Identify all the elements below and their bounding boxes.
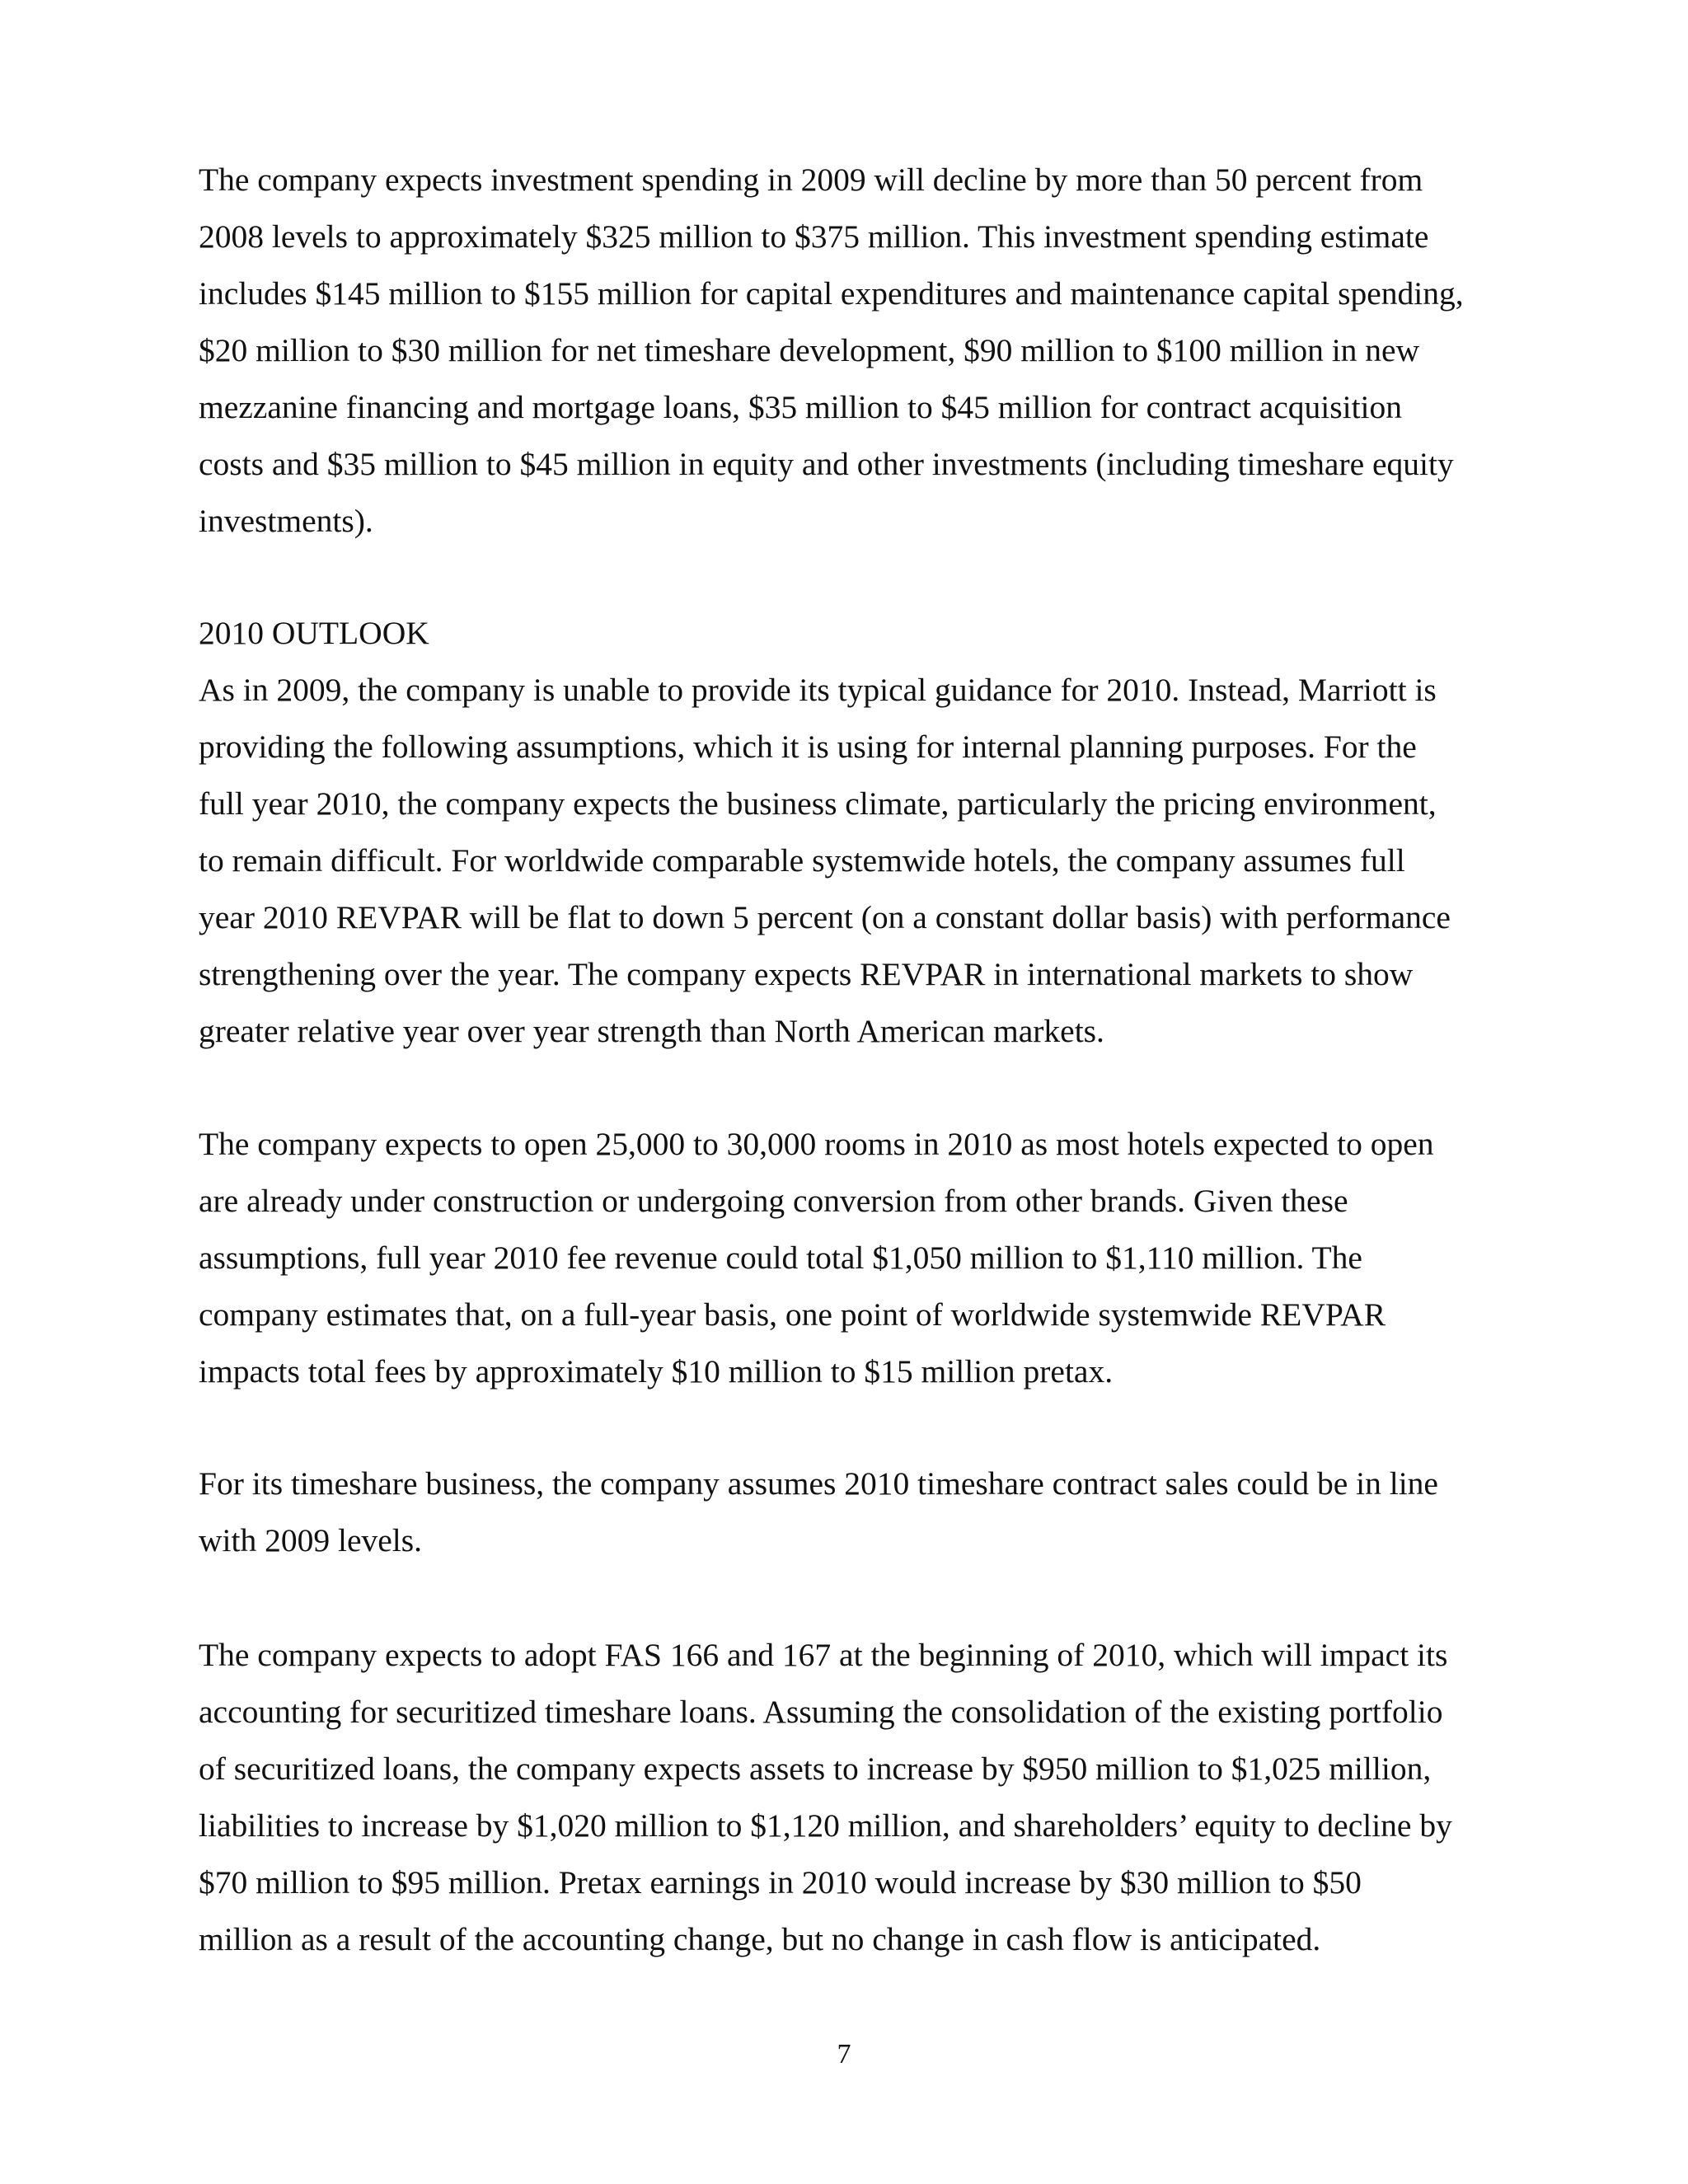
page-number: 7: [837, 2039, 851, 2069]
text-line: 2008 levels to approximately $325 million to $375 million. This investment spending estimate: [199, 218, 1429, 255]
paragraph-timeshare: [199, 1455, 1501, 1569]
text-line: costs and $35 million to $45 million in equity and other investments (including timeshare equity: [199, 446, 1454, 482]
text-line: impacts total fees by approximately $10 million to $15 million pretax.: [199, 1353, 1114, 1390]
text-line: greater relative year over year strength than North American markets.: [199, 1013, 1104, 1049]
paragraph-accounting-change: [199, 1627, 1501, 1968]
paragraph-investment-spending: [199, 152, 1501, 550]
text-line: year 2010 REVPAR will be flat to down 5 percent (on a constant dollar basis) with performance: [199, 899, 1451, 935]
text-line: investments).: [199, 503, 373, 539]
text-line: $70 million to $95 million. Pretax earnings in 2010 would increase by $30 million to $50: [199, 1864, 1362, 1900]
text-line: full year 2010, the company expects the business climate, particularly the pricing environment,: [199, 785, 1437, 822]
text-line: mezzanine financing and mortgage loans, $35 million to $45 million for contract acquisition: [199, 389, 1403, 425]
text-line: liabilities to increase by $1,020 million to $1,120 million, and shareholders’ equity to decline by: [199, 1807, 1452, 1844]
text-line: $20 million to $30 million for net timeshare development, $90 million to $100 million in new: [199, 332, 1420, 368]
text-line: The company expects investment spending in 2009 will decline by more than 50 percent from: [199, 162, 1423, 198]
text-line: providing the following assumptions, which it is using for internal planning purposes. For the: [199, 729, 1417, 765]
text-line: The company expects to open 25,000 to 30,000 rooms in 2010 as most hotels expected to open: [199, 1126, 1434, 1162]
text-line: accounting for securitized timeshare loans. Assuming the consolidation of the existing portfolio: [199, 1694, 1443, 1730]
paragraph-room-openings: [199, 1116, 1501, 1400]
text-line: of securitized loans, the company expects assets to increase by $950 million to $1,025 million,: [199, 1750, 1432, 1787]
text-line: includes $145 million to $155 million for capital expenditures and maintenance capital spending,: [199, 275, 1464, 312]
text-line: For its timeshare business, the company assumes 2010 timeshare contract sales could be in line: [199, 1465, 1438, 1502]
section-heading: 2010 OUTLOOK: [199, 615, 429, 651]
text-line: As in 2009, the company is unable to provide its typical guidance for 2010. Instead, Marriott is: [199, 672, 1437, 708]
text-line: are already under construction or undergoing conversion from other brands. Given these: [199, 1183, 1348, 1219]
text-line: company estimates that, on a full-year basis, one point of worldwide systemwide REVPAR: [199, 1296, 1386, 1333]
text-line: to remain difficult. For worldwide comparable systemwide hotels, the company assumes full: [199, 842, 1405, 879]
text-line: million as a result of the accounting change, but no change in cash flow is anticipated.: [199, 1921, 1321, 1957]
text-line: The company expects to adopt FAS 166 and 167 at the beginning of 2010, which will impact its: [199, 1637, 1448, 1673]
paragraph-2010-outlook: [199, 605, 1501, 1060]
text-line: with 2009 levels.: [199, 1522, 422, 1558]
text-line: assumptions, full year 2010 fee revenue could total $1,050 million to $1,110 million. The: [199, 1240, 1362, 1276]
text-line: strengthening over the year. The company expects REVPAR in international markets to show: [199, 956, 1414, 992]
